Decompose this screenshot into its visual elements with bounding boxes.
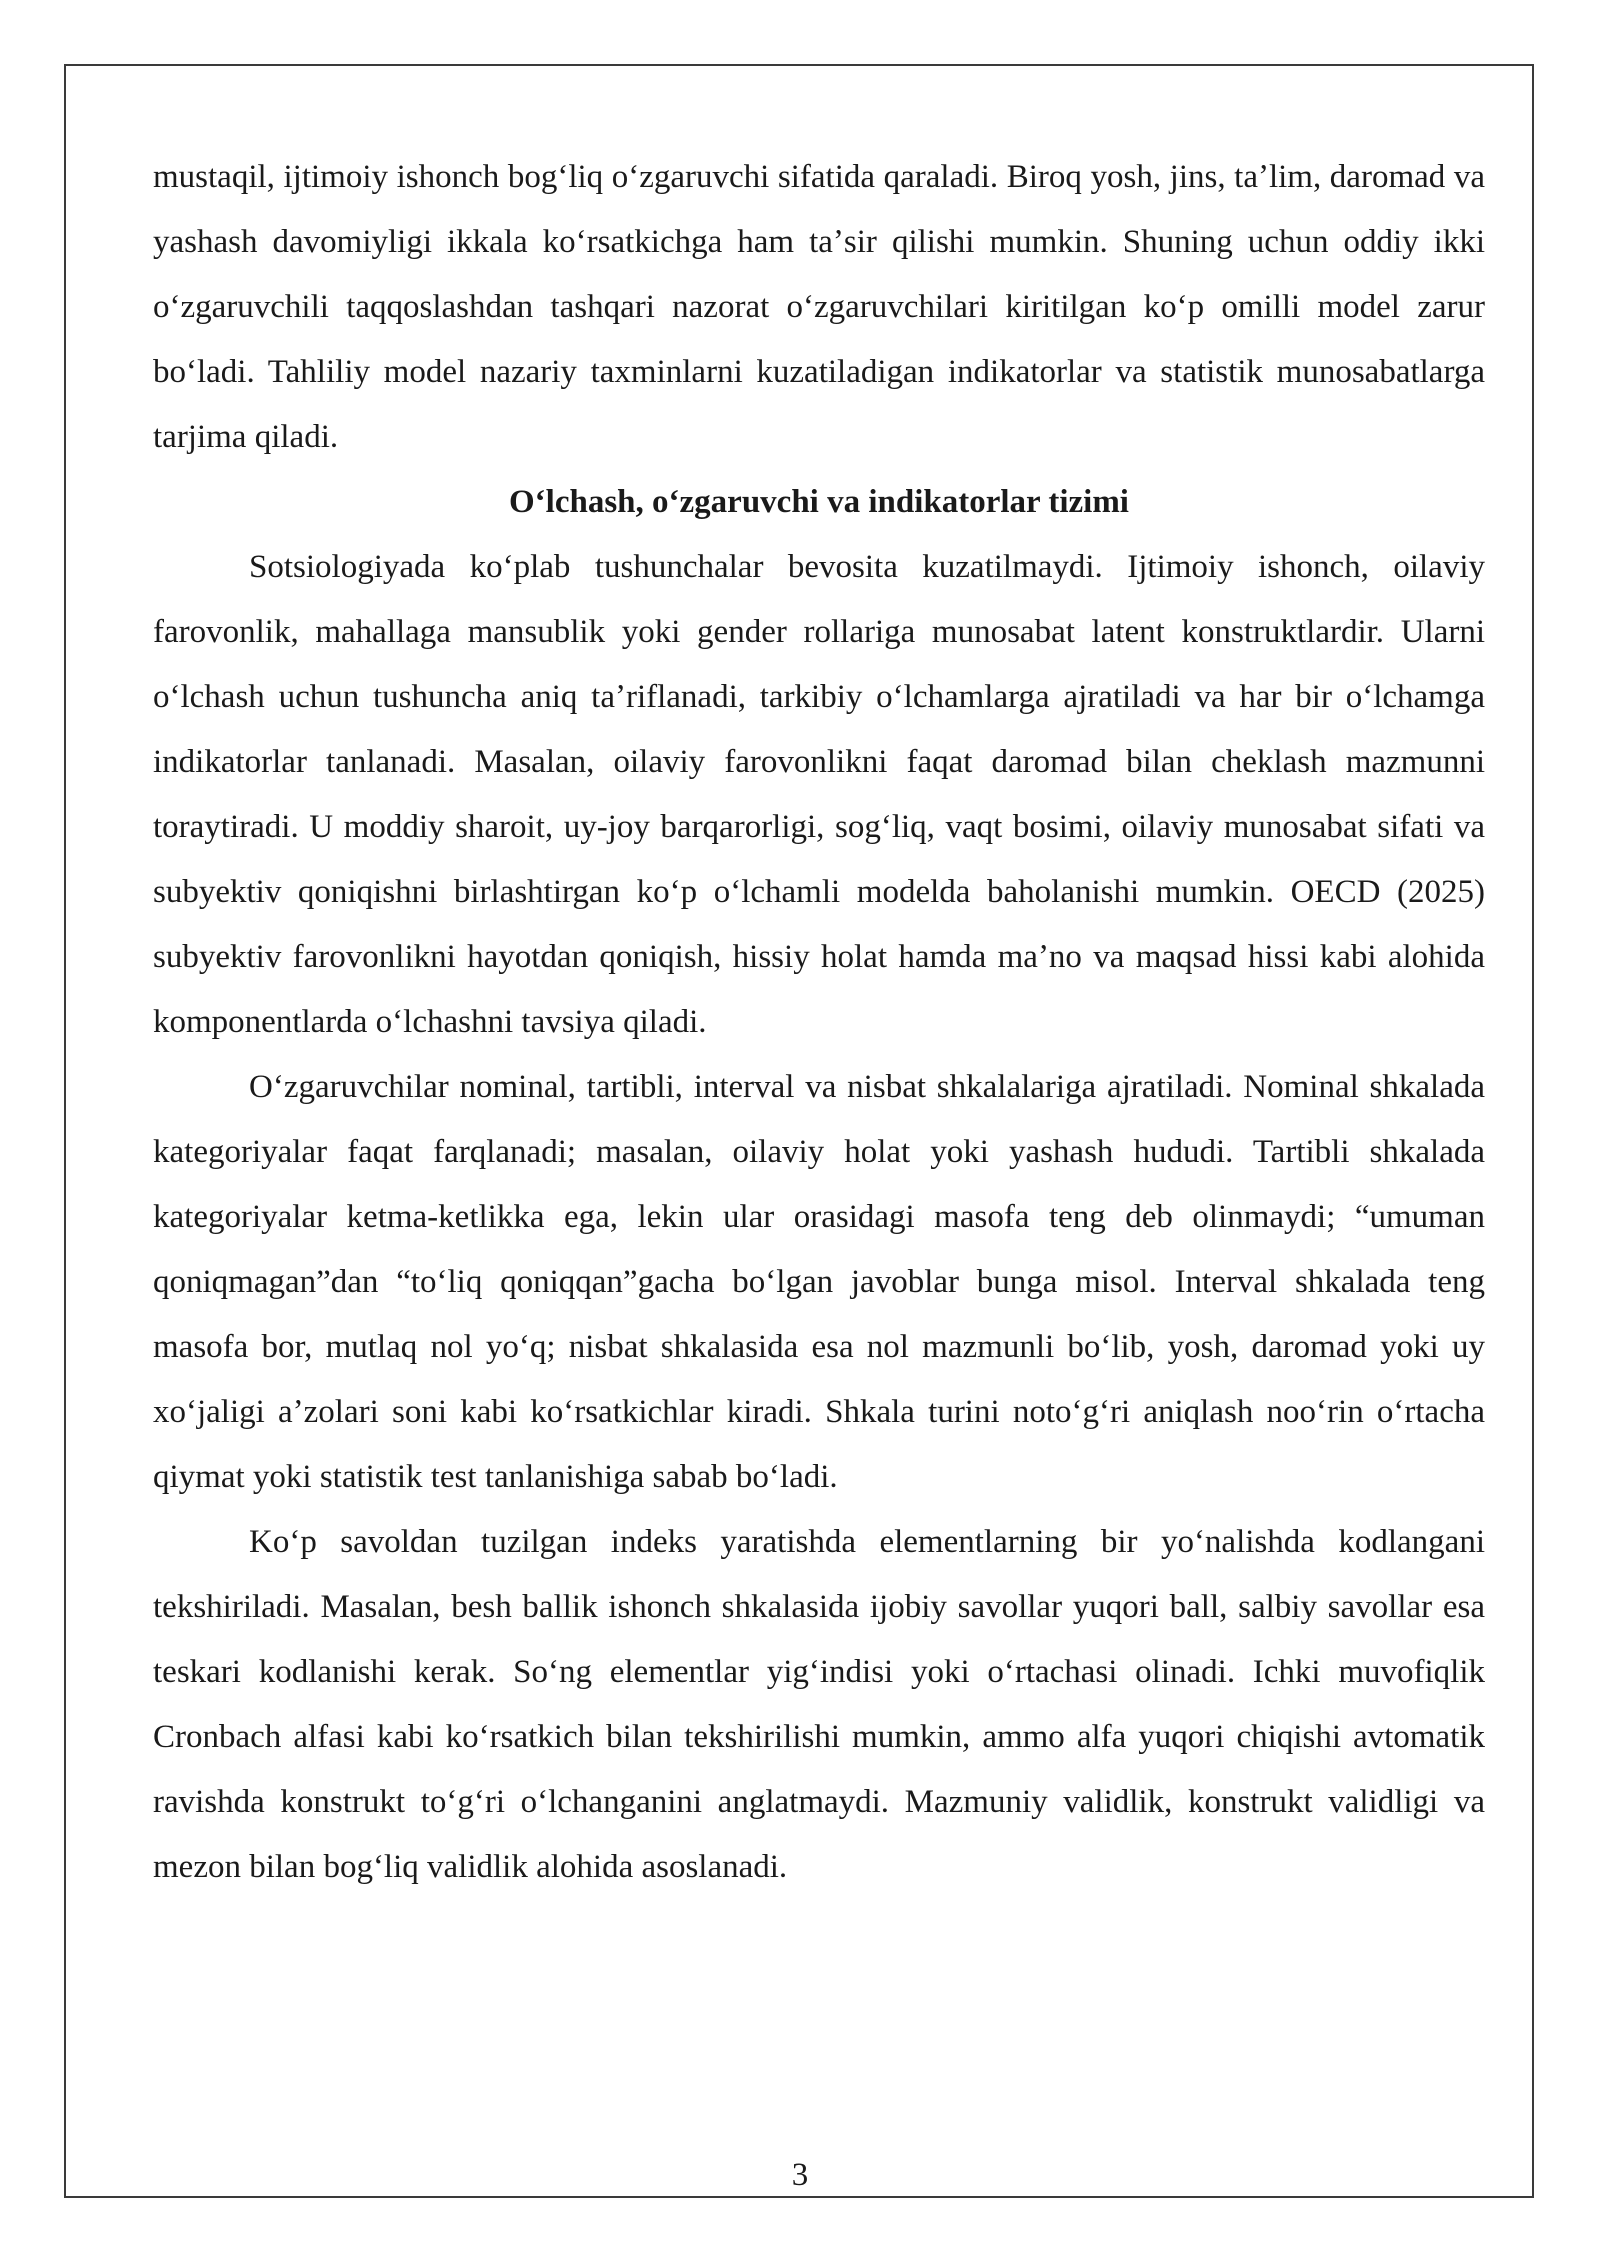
paragraph-index-construction: Koʻp savoldan tuzilgan indeks yaratishda elementlarning bir yoʻnalishda kodlangani tekshiriladi. Masalan, besh ballik ishonch shkalasida ijobiy savollar yuqori ball, salbiy savollar esa teskari kodlanishi kerak. Soʻng elementlar yigʻindisi yoki oʻrtachasi olinadi. Ichki muvofiqlik Cronbach alfasi kabi koʻrsatkich bilan tekshirilishi mumkin, ammo alfa yuqori chiqishi avtomatik ravishda konstrukt toʻgʻri oʻlchanganini anglatmaydi. Mazmuniy validlik, konstrukt validligi va mezon bilan bogʻliq validlik alohida asoslanadi. <box>153 1524 1485 1885</box>
paragraph-measurement-scales: Oʻzgaruvchilar nominal, tartibli, interval va nisbat shkalalariga ajratiladi. Nominal shkalada kategoriyalar faqat farqlanadi; masalan, oilaviy holat yoki yashash hududi. Tartibli shkalada kategoriyalar ketma-ketlikka ega, lekin ular orasidagi masofa teng deb olinmaydi; “umuman qoniqmagan”dan “toʻliq qoniqqan”gacha boʻlgan javoblar bunga misol. Interval shkalada teng masofa bor, mutlaq nol yoʻq; nisbat shkalasida esa nol mazmunli boʻlib, yosh, daromad yoki uy xoʻjaligi aʼzolari soni kabi koʻrsatkichlar kiradi. Shkala turini notoʻgʻri aniqlash nooʻrin oʻrtacha qiymat yoki statistik test tanlanishiga sabab boʻladi. <box>153 1069 1485 1495</box>
paragraph-latent-constructs: Sotsiologiyada koʻplab tushunchalar bevosita kuzatilmaydi. Ijtimoiy ishonch, oilaviy farovonlik, mahallaga mansublik yoki gender rollariga munosabat latent konstruktlardir. Ularni oʻlchash uchun tushuncha aniq taʼriflanadi, tarkibiy oʻlchamlarga ajratiladi va har bir oʻlchamga indikatorlar tanlanadi. Masalan, oilaviy farovonlikni faqat daromad bilan cheklash mazmunni toraytiradi. U moddiy sharoit, uy-joy barqarorligi, sogʻliq, vaqt bosimi, oilaviy munosabat sifati va subyektiv qoniqishni birlashtirgan koʻp oʻlchamli modelda baholanishi mumkin. OECD (2025) subyektiv farovonlikni hayotdan qoniqish, hissiy holat hamda maʼno va maqsad hissi kabi alohida komponentlarda oʻlchashni tavsiya qiladi. <box>153 549 1485 1040</box>
paragraph-continued: mustaqil, ijtimoiy ishonch bogʻliq oʻzgaruvchi sifatida qaraladi. Biroq yosh, jins, taʼlim, daromad va yashash davomiyligi ikkala koʻrsatkichga ham taʼsir qilishi mumkin. Shuning uchun oddiy ikki oʻzgaruvchili taqqoslashdan tashqari nazorat oʻzgaruvchilari kiritilgan koʻp omilli model zarur boʻladi. Tahliliy model nazariy taxminlarni kuzatiladigan indikatorlar va statistik munosabatlarga tarjima qiladi. <box>153 159 1485 455</box>
page-body <box>153 145 1485 1900</box>
page-number: 3 <box>791 2157 809 2193</box>
section-heading: Oʻlchash, oʻzgaruvchi va indikatorlar tizimi <box>509 484 1129 520</box>
